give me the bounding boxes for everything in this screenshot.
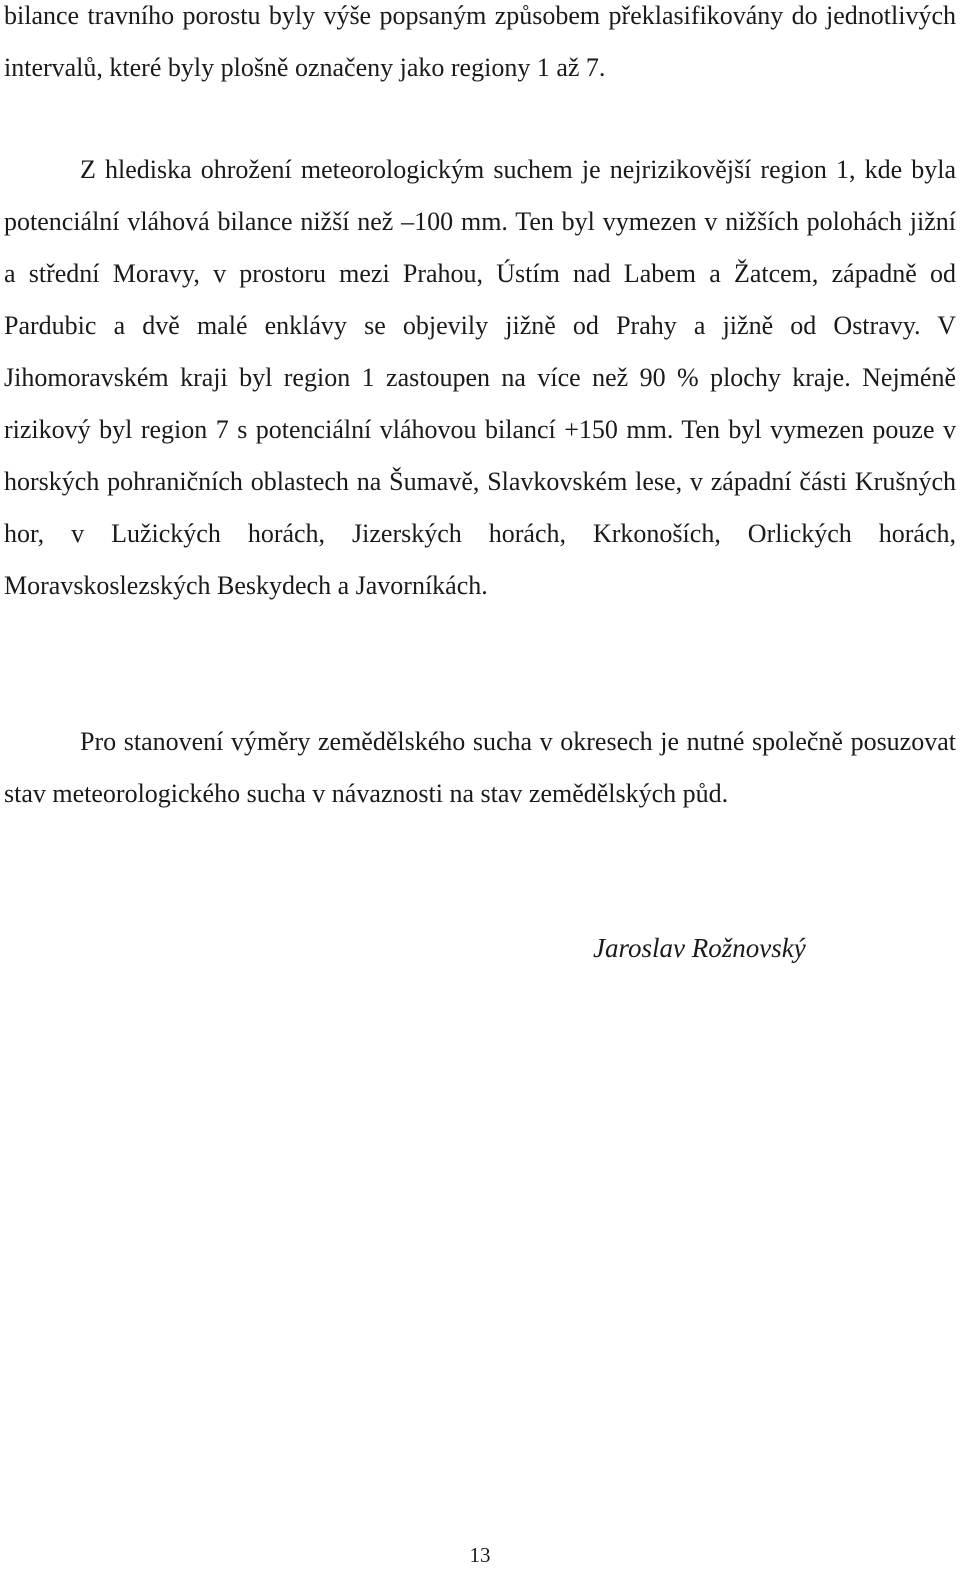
page-number: 13 — [469, 1543, 491, 1567]
paragraph-continued: bilance travního porostu byly výše popsaným způsobem překlasifikovány do jednotlivých intervalů, které byly plošně označeny jako regiony 1 až 7. — [4, 1, 956, 82]
paragraph-agricultural-drought: Pro stanovení výměry zemědělského sucha v okresech je nutné společně posuzovat stav meteorologického sucha v návaznosti na stav zemědělských půd. — [4, 727, 956, 808]
author-signature: Jaroslav Rožnovský — [593, 933, 806, 963]
paragraph-meteorological-drought: Z hlediska ohrožení meteorologickým suchem je nejrizikovější region 1, kde byla potenciální vláhová bilance nižší než –100 mm. Ten byl vymezen v nižších polohách jižní a střední Moravy, v prostoru mezi Prahou, Ústím nad Labem a Žatcem, západně od Pardubic a dvě malé enklávy se objevily jižně od Prahy a jižně od Ostravy. V Jihomoravském kraji byl region 1 zastoupen na více než 90 % plochy kraje. Nejméně rizikový byl region 7 s potenciální vláhovou bilancí +150 mm. Ten byl vymezen pouze v horských pohraničních oblastech na Šumavě, Slavkovském lese, v západní části Krušných hor, v Lužických horách, Jizerských horách, Krkonoších, Orlických horách, Moravskoslezských Beskydech a Javorníkách. — [4, 155, 956, 600]
